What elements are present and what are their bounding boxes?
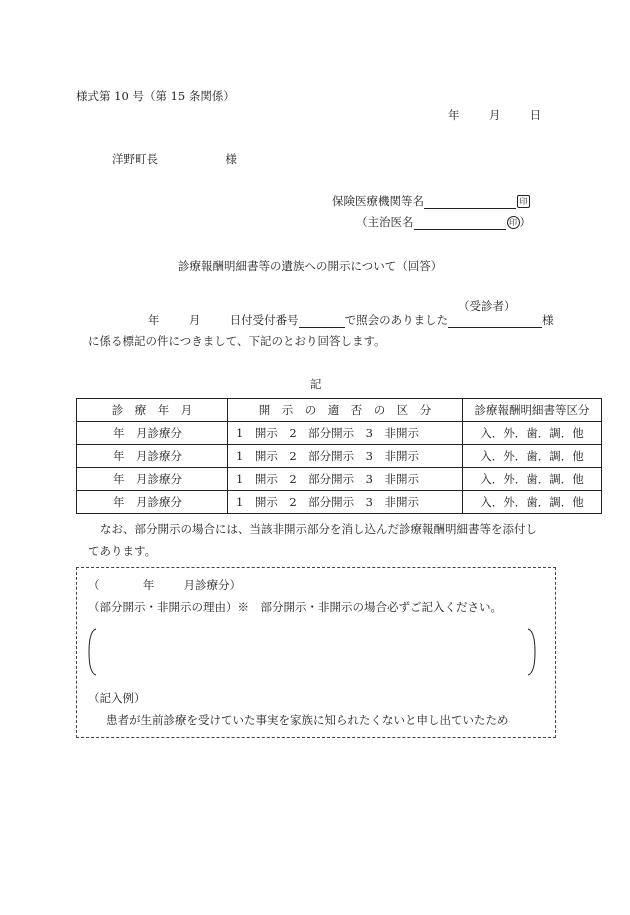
cell-categories[interactable]: 入．外．歯．調．他 xyxy=(463,445,602,468)
header-statement-class: 診療報酬明細書等区分 xyxy=(463,399,602,422)
cell-month[interactable]: 年 月診療分 xyxy=(77,468,228,491)
example-text: 患者が生前診療を受けていた事実を家族に知られたくないと申し出ていたため xyxy=(106,713,509,727)
seal-icon: 印 xyxy=(507,216,520,229)
inquiry-month: 月 xyxy=(188,313,201,327)
table-row xyxy=(77,422,602,445)
date-month: 月 xyxy=(488,108,501,122)
institution-name-field[interactable] xyxy=(424,196,516,209)
date-line xyxy=(448,107,541,123)
cell-disclosure-options[interactable]: 1 開示 2 部分開示 3 非開示 xyxy=(228,491,463,514)
period-open: （ xyxy=(88,578,100,592)
doctor-line xyxy=(356,214,531,230)
inquiry-phrase: で照会のありました xyxy=(344,313,449,327)
disclosure-table xyxy=(76,398,602,514)
header-disclosure-class: 開 示 の 適 否 の 区 分 xyxy=(228,399,463,422)
doctor-name-field[interactable] xyxy=(414,217,506,230)
cell-categories[interactable]: 入．外．歯．調．他 xyxy=(463,468,602,491)
addressee-title: 洋野町長 xyxy=(112,152,158,166)
recipient-note: （受診者） xyxy=(458,299,516,313)
period-year: 年 xyxy=(142,578,155,592)
cell-categories[interactable]: 入．外．歯．調．他 xyxy=(463,422,602,445)
institution-line xyxy=(332,193,530,209)
addressee xyxy=(112,151,237,167)
note-line-2: てあります。 xyxy=(88,544,157,558)
header-treatment-month: 診 療 年 月 xyxy=(77,399,228,422)
cell-month[interactable]: 年 月診療分 xyxy=(77,445,228,468)
cell-categories[interactable]: 入．外．歯．調．他 xyxy=(463,491,602,514)
ki-heading: 記 xyxy=(310,377,322,391)
doctor-label: （主治医名 xyxy=(356,215,414,229)
inquiry-line xyxy=(148,312,554,328)
period-month: 月診療分） xyxy=(183,578,242,592)
note-line-1: なお、部分開示の場合には、当該非開示部分を消し込んだ診療報酬明細書等を添付し xyxy=(100,522,537,536)
inquiry-year: 年 xyxy=(148,313,160,327)
form-number: 様式第 10 号（第 15 条関係） xyxy=(76,89,235,103)
table-row xyxy=(77,491,602,514)
cell-disclosure-options[interactable]: 1 開示 2 部分開示 3 非開示 xyxy=(228,468,463,491)
cell-month[interactable]: 年 月診療分 xyxy=(77,491,228,514)
seal-icon: 印 xyxy=(517,195,530,208)
table-row xyxy=(77,445,602,468)
cell-disclosure-options[interactable]: 1 開示 2 部分開示 3 非開示 xyxy=(228,422,463,445)
inquiry-honorific: 様 xyxy=(542,313,554,327)
reason-label: （部分開示・非開示の理由）※ 部分開示・非開示の場合必ずご記入ください。 xyxy=(88,600,502,614)
receipt-number-field[interactable] xyxy=(299,315,345,328)
inquiry-line-2: に係る標記の件につきまして、下記のとおり回答します。 xyxy=(88,334,386,348)
table-row xyxy=(77,468,602,491)
reason-input-area[interactable] xyxy=(100,630,528,674)
inquiry-received: 日付受付番号 xyxy=(229,313,299,327)
date-day: 日 xyxy=(529,108,542,122)
right-bracket-icon xyxy=(526,628,536,676)
cell-month[interactable]: 年 月診療分 xyxy=(77,422,228,445)
addressee-honorific: 様 xyxy=(225,152,237,166)
date-year: 年 xyxy=(448,108,460,122)
reason-period xyxy=(88,577,241,593)
table-header-row xyxy=(77,399,602,422)
cell-disclosure-options[interactable]: 1 開示 2 部分開示 3 非開示 xyxy=(228,445,463,468)
institution-label: 保険医療機関等名 xyxy=(332,194,424,208)
left-bracket-icon xyxy=(88,628,98,676)
example-label: （記入例） xyxy=(88,691,146,705)
doctor-close: ） xyxy=(519,215,531,229)
document-title: 診療報酬明細書等の遺族への開示について（回答） xyxy=(178,259,443,273)
recipient-name-field[interactable] xyxy=(448,315,542,328)
